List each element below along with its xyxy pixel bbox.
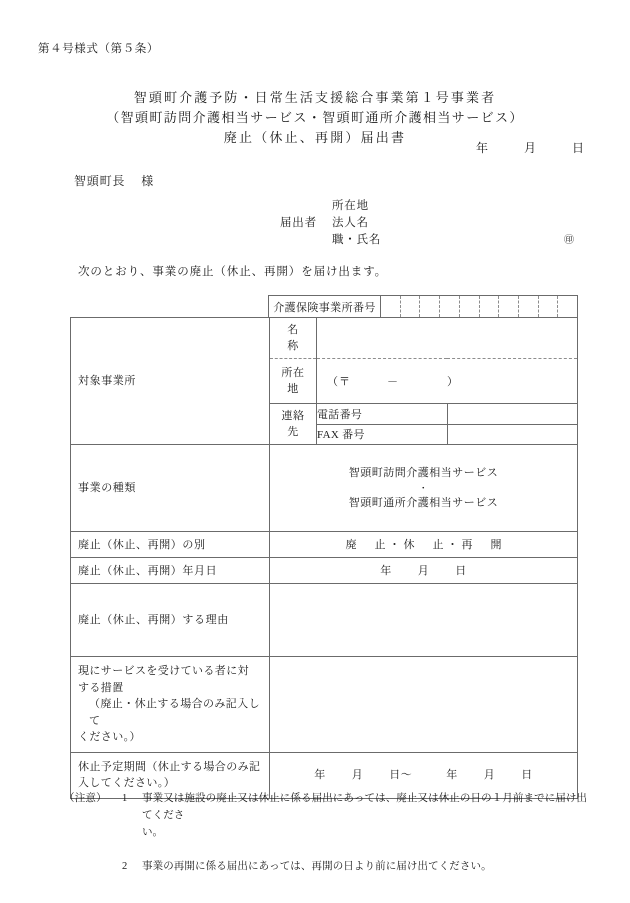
phone-value[interactable]: [447, 404, 578, 425]
category-options[interactable]: 廃 止・休 止・再 開: [345, 538, 505, 551]
measures-value-cell[interactable]: [270, 657, 578, 753]
office-number-cells[interactable]: [381, 296, 577, 317]
note-item-2: [64, 858, 594, 875]
effective-month-label: 月: [417, 564, 430, 577]
office-name-label: 名 称: [270, 318, 317, 359]
suspension-label-line-1: 休止予定期間（休止する場合のみ記: [78, 760, 261, 773]
postal-code-field[interactable]: （〒 － ）: [327, 376, 459, 388]
measures-label-cell: [71, 657, 270, 753]
submitter-name-label: 職・氏名: [332, 234, 382, 246]
form-number: 第４号様式（第５条）: [38, 43, 159, 55]
contact-label-cell: 連絡先: [270, 404, 317, 445]
table-row-office-name: [71, 318, 578, 359]
measures-label-line-1: 現にサービスを受けている者に対: [78, 665, 249, 677]
office-number-header: [268, 295, 578, 317]
suspension-start-day: 日～: [389, 769, 413, 781]
date-day-label: 日: [571, 141, 584, 155]
table-row-measures: [71, 657, 578, 753]
table-row-category: [71, 532, 578, 558]
office-number-label: 介護保険事業所番号: [269, 296, 381, 317]
note-item-1: [64, 790, 594, 841]
date-month-label: 月: [523, 141, 536, 155]
target-office-label-cell: [71, 318, 270, 445]
note-text-1: 事業又は施設の廃止又は休止に係る届出にあっては、廃止又は休止の日の１月前までに届け出てくださ: [142, 793, 588, 821]
table-row-effective-date: [71, 558, 578, 584]
business-type-value-cell: [270, 445, 578, 532]
measures-label-line-4: ください。）: [78, 731, 141, 743]
measures-label: [71, 657, 269, 752]
seal-icon: ㊞: [564, 235, 574, 246]
table-row-business-type: [71, 445, 578, 532]
note-text-2: 事業の再開に係る届出にあっては、再開の日より前に届け出てください。: [142, 861, 492, 872]
office-number-cell[interactable]: [381, 296, 401, 317]
office-number-cell[interactable]: [519, 296, 539, 317]
reason-label-cell: 廃止（休止、再開）する理由: [71, 584, 270, 657]
office-address-value[interactable]: [317, 359, 578, 404]
service-separator: ・: [418, 482, 429, 493]
submitter-address-label: 所在地: [332, 200, 369, 212]
suspension-label-line-2: 入してください。）: [78, 777, 176, 789]
submission-date-line: [476, 139, 584, 156]
office-name-value[interactable]: [317, 318, 578, 359]
fax-label: FAX 番号: [317, 424, 448, 445]
target-office-label: 対象事業所: [78, 375, 136, 387]
office-number-cell[interactable]: [499, 296, 519, 317]
business-type-services: [270, 456, 577, 521]
suspension-end-year: 年: [446, 769, 458, 781]
effective-year-label: 年: [380, 564, 392, 577]
effective-date-value-cell[interactable]: [270, 558, 578, 584]
reason-value-cell[interactable]: [270, 584, 578, 657]
addressee-honorific: 様: [141, 174, 155, 188]
note-continuation-1: い。: [142, 827, 163, 838]
suspension-end-month: 月: [483, 769, 496, 781]
business-type-label-cell: 事業の種類: [71, 445, 270, 532]
submitter-label: 届出者: [280, 217, 317, 229]
title-line-3: 廃止（休止、再開）届出書: [223, 130, 407, 145]
note-number-2: 2: [122, 861, 128, 872]
main-form-table: [70, 317, 578, 799]
category-value-cell[interactable]: [270, 532, 578, 558]
effective-day-label: 日: [455, 564, 467, 577]
addressee-name: 智頭町長: [74, 174, 126, 188]
notes-section: [64, 790, 594, 875]
office-address-label: 所在地: [270, 359, 317, 404]
office-number-cell[interactable]: [440, 296, 460, 317]
table-row-reason: [71, 584, 578, 657]
intro-sentence: 次のとおり、事業の廃止（休止、再開）を届け出ます。: [78, 266, 388, 278]
measures-label-line-2: する措置: [78, 681, 124, 694]
measures-label-line-3: （廃止・休止する場合のみ記入して: [89, 698, 260, 727]
addressee: [74, 172, 154, 189]
service-line-2: 智頭町通所介護相当サービス: [348, 496, 499, 509]
effective-date-label-cell: 廃止（休止、再開）年月日: [71, 558, 270, 584]
category-label-cell: 廃止（休止、再開）の別: [71, 532, 270, 558]
office-number-cell[interactable]: [558, 296, 577, 317]
office-number-cell[interactable]: [460, 296, 480, 317]
submitter-corporation-label: 法人名: [332, 217, 369, 229]
title-line-2: （智頭町訪問介護相当サービス・智頭町通所介護相当サービス）: [106, 110, 524, 125]
office-number-cell[interactable]: [480, 296, 500, 317]
suspension-end-day: 日: [521, 769, 533, 781]
fax-value[interactable]: [447, 424, 578, 445]
office-number-cell[interactable]: [539, 296, 559, 317]
effective-date-fields[interactable]: [270, 559, 577, 583]
date-year-label: 年: [475, 141, 488, 155]
suspension-start-month: 月: [351, 769, 364, 781]
notes-tag: （注意）: [64, 793, 107, 804]
office-number-cell[interactable]: [401, 296, 421, 317]
suspension-start-year: 年: [314, 769, 326, 781]
service-line-1: 智頭町訪問介護相当サービス: [348, 466, 499, 479]
title-line-1: 智頭町介護予防・日常生活支援総合事業第１号事業者: [133, 90, 497, 105]
suspension-date-fields[interactable]: [270, 763, 577, 787]
note-number-1: 1: [122, 793, 128, 804]
phone-label: 電話番号: [317, 404, 448, 425]
office-number-cell[interactable]: [420, 296, 440, 317]
